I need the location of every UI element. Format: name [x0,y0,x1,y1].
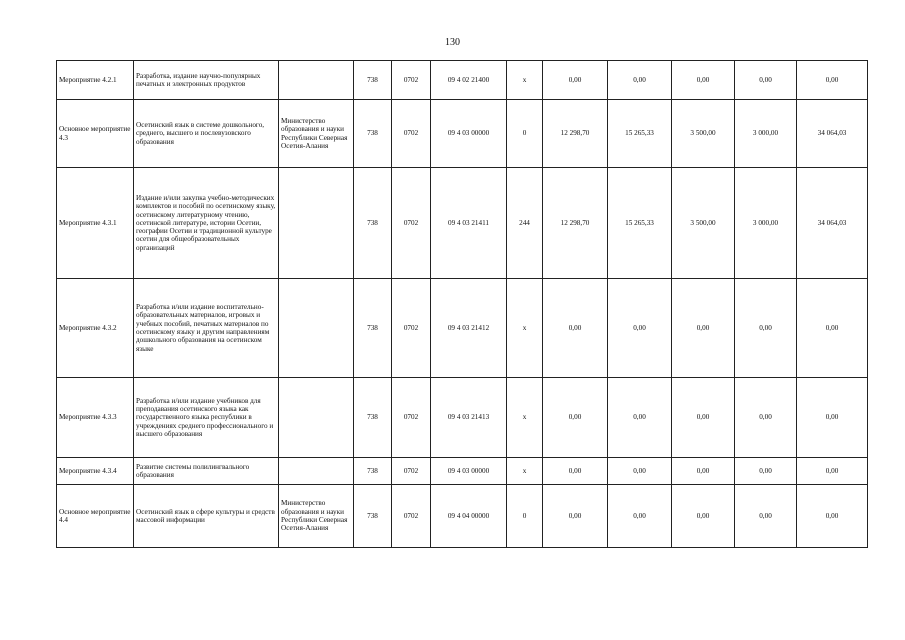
value-cell-5: 0,00 [797,61,868,100]
value-cell-2: 0,00 [608,485,672,548]
event-description-cell: Разработка и/или издание учебников для преподавания осетинского языка как государственного языка республики в учреждениях среднего профессионального и высшего образования [134,378,279,458]
responsible-cell [279,458,354,485]
event-description-cell: Издание и/или закупка учебно-методических комплектов и пособий по осетинскому языку, осетинскому литературному чтению, осетинской литературе, истории Осетии, географии Осетии и традиционной культуре осетин для общеобразовательных организаций [134,168,279,279]
vr-cell: x [507,458,543,485]
value-cell-2: 15 265,33 [608,100,672,168]
grbs-cell: 738 [354,61,392,100]
value-cell-3: 3 500,00 [672,100,735,168]
vr-cell: x [507,378,543,458]
value-cell-1: 0,00 [543,279,608,378]
rzpr-cell: 0702 [392,100,431,168]
value-cell-5: 0,00 [797,279,868,378]
value-cell-4: 0,00 [735,458,797,485]
event-name-cell: Мероприятие 4.3.1 [57,168,134,279]
grbs-cell: 738 [354,485,392,548]
value-cell-2: 15 265,33 [608,168,672,279]
value-cell-1: 0,00 [543,485,608,548]
table-row [57,100,868,168]
responsible-cell: Министерство образования и науки Республики Северная Осетия-Алания [279,100,354,168]
grbs-cell: 738 [354,168,392,279]
responsible-cell [279,378,354,458]
value-cell-2: 0,00 [608,378,672,458]
value-cell-1: 0,00 [543,61,608,100]
value-cell-4: 0,00 [735,485,797,548]
event-description-cell: Развитие системы полилингвального образования [134,458,279,485]
event-name-cell: Мероприятие 4.3.2 [57,279,134,378]
value-cell-2: 0,00 [608,61,672,100]
event-name-cell: Мероприятие 4.3.4 [57,458,134,485]
event-description-cell: Осетинский язык в системе дошкольного, среднего, высшего и послевузовского образования [134,100,279,168]
rzpr-cell: 0702 [392,279,431,378]
event-name-cell: Мероприятие 4.2.1 [57,61,134,100]
value-cell-5: 34 064,03 [797,100,868,168]
responsible-cell [279,61,354,100]
responsible-cell [279,168,354,279]
table-row [57,168,868,279]
value-cell-3: 0,00 [672,378,735,458]
value-cell-5: 0,00 [797,378,868,458]
value-cell-1: 0,00 [543,458,608,485]
value-cell-2: 0,00 [608,279,672,378]
table-row [57,279,868,378]
value-cell-5: 0,00 [797,485,868,548]
csr-cell: 09 4 03 21411 [431,168,507,279]
csr-cell: 09 4 03 21413 [431,378,507,458]
rzpr-cell: 0702 [392,458,431,485]
csr-cell: 09 4 03 00000 [431,100,507,168]
value-cell-4: 3 000,00 [735,168,797,279]
rzpr-cell: 0702 [392,485,431,548]
page-number: 130 [445,37,460,48]
rzpr-cell: 0702 [392,61,431,100]
grbs-cell: 738 [354,100,392,168]
value-cell-2: 0,00 [608,458,672,485]
value-cell-4: 0,00 [735,378,797,458]
budget-table [56,60,868,548]
event-description-cell: Осетинский язык в сфере культуры и средств массовой информации [134,485,279,548]
value-cell-3: 0,00 [672,279,735,378]
table-row [57,61,868,100]
value-cell-1: 12 298,70 [543,100,608,168]
event-name-cell: Основное мероприятие 4.3 [57,100,134,168]
vr-cell: 244 [507,168,543,279]
grbs-cell: 738 [354,458,392,485]
table-row [57,485,868,548]
vr-cell: 0 [507,485,543,548]
responsible-cell [279,279,354,378]
event-name-cell: Основное мероприятие 4.4 [57,485,134,548]
value-cell-3: 3 500,00 [672,168,735,279]
table-row [57,458,868,485]
csr-cell: 09 4 03 21412 [431,279,507,378]
rzpr-cell: 0702 [392,168,431,279]
event-description-cell: Разработка, издание научно-популярных печатных и электронных продуктов [134,61,279,100]
value-cell-5: 0,00 [797,458,868,485]
value-cell-3: 0,00 [672,458,735,485]
responsible-cell: Министерство образования и науки Республики Северная Осетия-Алания [279,485,354,548]
table-row [57,378,868,458]
vr-cell: x [507,279,543,378]
value-cell-1: 0,00 [543,378,608,458]
value-cell-3: 0,00 [672,61,735,100]
csr-cell: 09 4 02 21400 [431,61,507,100]
value-cell-5: 34 064,03 [797,168,868,279]
value-cell-4: 0,00 [735,61,797,100]
vr-cell: x [507,61,543,100]
value-cell-3: 0,00 [672,485,735,548]
grbs-cell: 738 [354,279,392,378]
value-cell-4: 0,00 [735,279,797,378]
csr-cell: 09 4 04 00000 [431,485,507,548]
event-name-cell: Мероприятие 4.3.3 [57,378,134,458]
grbs-cell: 738 [354,378,392,458]
value-cell-1: 12 298,70 [543,168,608,279]
vr-cell: 0 [507,100,543,168]
rzpr-cell: 0702 [392,378,431,458]
csr-cell: 09 4 03 00000 [431,458,507,485]
value-cell-4: 3 000,00 [735,100,797,168]
event-description-cell: Разработка и/или издание воспитательно-образовательных материалов, игровых и учебных пособий, печатных материалов по осетинскому языку и другим направлениям дошкольного образования на осетинском языке [134,279,279,378]
